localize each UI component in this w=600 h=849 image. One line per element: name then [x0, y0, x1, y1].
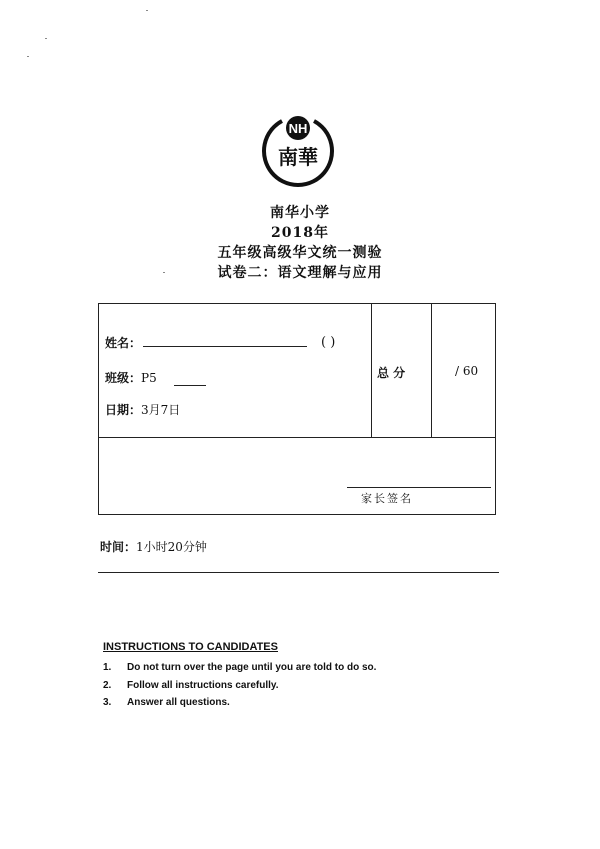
class-field[interactable]: [174, 385, 206, 386]
logo-name: 南華: [278, 145, 318, 169]
instruction-item: [103, 662, 376, 673]
class-row: [105, 371, 157, 385]
scan-speck: [146, 10, 148, 11]
instructions-heading: INSTRUCTIONS TO CANDIDATES: [103, 641, 278, 653]
horizontal-rule: [98, 572, 499, 573]
class-label: 班级：: [105, 371, 142, 385]
exam-duration: [100, 538, 207, 555]
instruction-text: Follow all instructions carefully.: [127, 680, 279, 691]
time-label: 时间：: [100, 540, 137, 554]
instruction-item: [103, 697, 230, 708]
total-score-label: 总 分: [377, 366, 406, 380]
scan-speck: [45, 38, 47, 39]
divider: [99, 437, 495, 438]
instruction-number: 1.: [103, 662, 112, 673]
paper-title: 试卷二：语文理解与应用: [217, 265, 383, 281]
date-value: 3月7日: [141, 403, 181, 417]
instruction-text: Do not turn over the page until you are told to do so.: [127, 662, 377, 673]
parent-signature-label: 家长签名: [361, 492, 413, 505]
logo-monogram: NH: [288, 121, 308, 136]
instruction-item: [103, 680, 279, 691]
student-info-box: [98, 303, 496, 515]
divider: [371, 304, 372, 437]
school-name: 南华小学: [270, 205, 330, 221]
instruction-number: 2.: [103, 680, 112, 691]
exam-year: 2018年: [271, 225, 329, 241]
index-number-field[interactable]: ( ): [321, 335, 336, 350]
name-label: 姓名：: [105, 336, 142, 350]
instruction-number: 3.: [103, 697, 112, 708]
name-field[interactable]: [143, 346, 307, 347]
instruction-text: Answer all questions.: [127, 697, 230, 708]
scan-speck: [27, 56, 29, 57]
class-value: P5: [141, 371, 157, 385]
exam-header: [0, 203, 600, 283]
school-logo: [258, 112, 338, 192]
parent-signature-field[interactable]: [347, 487, 491, 488]
total-score: / 60: [455, 364, 479, 378]
divider: [431, 304, 432, 437]
date-label: 日期：: [105, 403, 142, 417]
exam-title: 五年级高级华文统一测验: [217, 245, 383, 261]
date-row: [105, 403, 180, 417]
time-value: 1小时20分钟: [136, 540, 207, 554]
